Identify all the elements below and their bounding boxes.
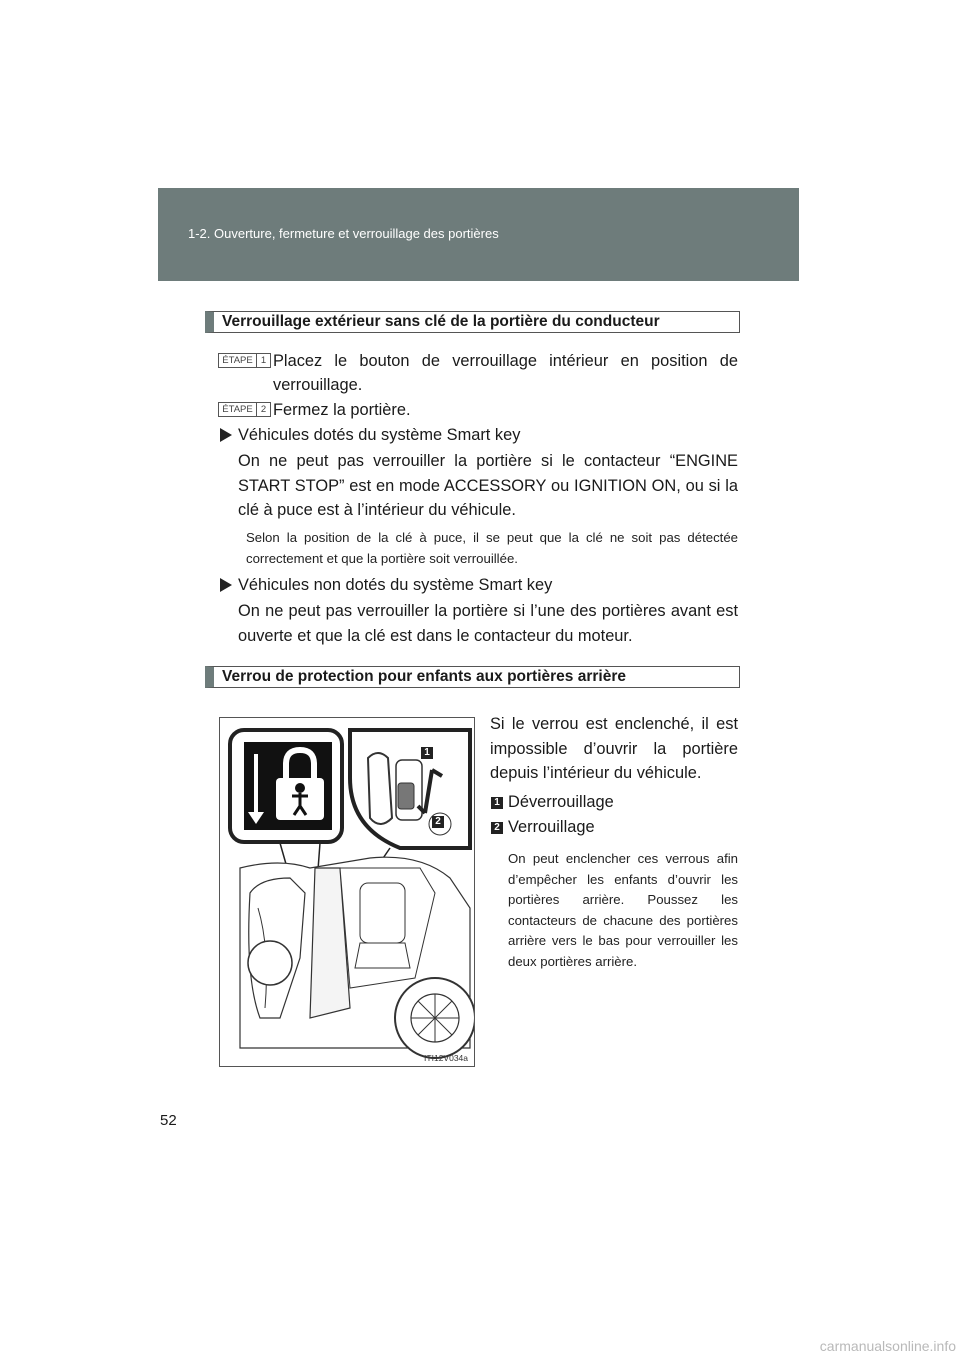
item-lock-label: Verrouillage — [508, 818, 595, 836]
child-lock-note: On peut enclencher ces verrous afin d’empêcher les enfants d’ouvrir les portières arrière. Poussez les contacteurs de chacune des portières arrière vers le bas pour verrouiller les deux portières arrière. — [508, 851, 738, 969]
page-number: 52 — [160, 1112, 177, 1129]
case-no-smart-key-title: Véhicules non dotés du système Smart key — [238, 576, 553, 594]
callout-number-1: 1 — [421, 747, 433, 759]
figure-code: ITI12V034a — [424, 1053, 468, 1063]
case-smart-key-note: Selon la position de la clé à puce, il se peut que la clé ne soit pas détectée correctement et que la portière soit verrouillée. — [246, 530, 738, 566]
chapter-header-band — [158, 188, 799, 281]
step-2-text: Fermez la portière. — [273, 401, 411, 419]
step-badge-label: ÉTAPE — [219, 403, 257, 416]
case-smart-key-title: Véhicules dotés du système Smart key — [238, 426, 521, 444]
section-heading-driver-lock: Verrouillage extérieur sans clé de la portière du conducteur — [205, 311, 740, 333]
case-no-smart-key-text: On ne peut pas verrouiller la portière si l’une des portières avant est ouverte et que la clé est dans le contacteur du moteur. — [238, 602, 738, 645]
case-smart-key-text: On ne peut pas verrouiller la portière si le contacteur “ENGINE START STOP” est en mode ACCESSORY ou IGNITION ON, ou si la clé à puce est à l’intérieur du véhicule. — [238, 452, 738, 519]
child-lock-intro: Si le verrou est enclenché, il est impossible d’ouvrir la portière depuis l’intérieur du véhicule. — [490, 715, 738, 782]
step-1-text-line1: Placez le bouton de verrouillage intérieur en position de — [273, 352, 738, 370]
arrow-right-icon — [220, 578, 232, 592]
item-number-1: 1 — [491, 797, 503, 809]
step-badge-1 — [218, 353, 271, 368]
step-badge-number: 1 — [260, 355, 267, 366]
child-lock-drawing — [220, 718, 474, 1066]
child-lock-illustration — [219, 717, 475, 1067]
watermark: carmanualsonline.info — [819, 1338, 956, 1354]
step-1-text-line2: verrouillage. — [273, 376, 363, 394]
arrow-right-icon — [220, 428, 232, 442]
chapter-header-title: 1-2. Ouverture, fermeture et verrouillage des portières — [188, 226, 499, 241]
section-heading-child-lock: Verrou de protection pour enfants aux portières arrière — [205, 666, 740, 688]
item-unlock-label: Déverrouillage — [508, 793, 614, 811]
step-badge-2 — [218, 402, 271, 417]
item-number-2: 2 — [491, 822, 503, 834]
callout-number-2: 2 — [432, 816, 444, 828]
step-badge-label: ÉTAPE — [219, 354, 257, 367]
step-badge-number: 2 — [260, 404, 267, 415]
